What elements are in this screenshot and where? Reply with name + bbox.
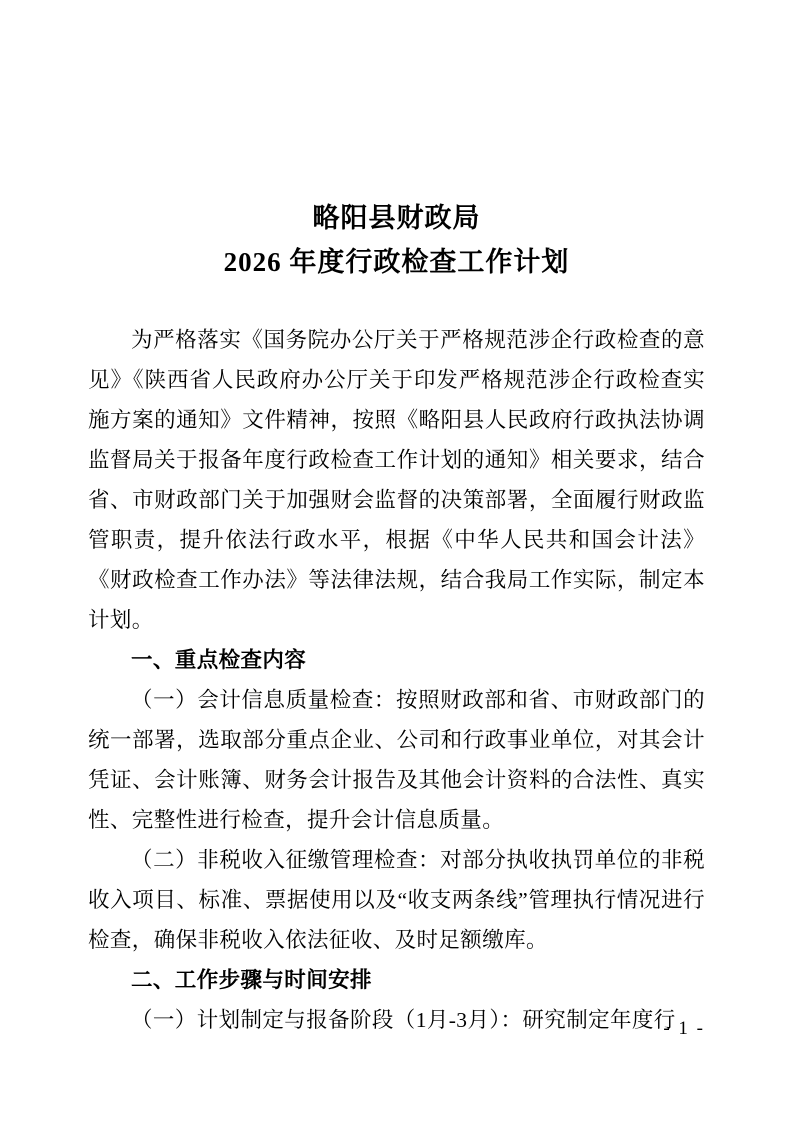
document-content [88, 0, 705, 1040]
section-heading-2: 二、工作步骤与时间安排 [131, 968, 372, 992]
document-title-line-1: 略阳县财政局 [312, 203, 481, 233]
paragraph-intro: 为严格落实《国务院办公厅关于严格规范涉企行政检查的意见》《陕西省人民政府办公厅关于印发严格规范涉企行政检查实施方案的通知》文件精神，按照《略阳县人民政府行政执法协调监督局关于报备年度行政检查工作计划的通知》相关要求，结合省、市财政部门关于加强财会监督的决策部署，全面履行财政监管职责，提升依法行政水平，根据《中华人民共和国会计法》《财政检查工作办法》等法律法规，结合我局工作实际，制定本计划。 [88, 328, 705, 632]
document-title-line-2: 2026 年度行政检查工作计划 [223, 247, 570, 277]
page-number: - 1 - [663, 1018, 705, 1039]
paragraph-item-1-1: （一）会计信息质量检查：按照财政部和省、市财政部门的统一部署，选取部分重点企业、公司和行政事业单位，对其会计凭证、会计账簿、财务会计报告及其他会计资料的合法性、真实性、完整性进行检查，提升会计信息质量。 [88, 688, 705, 832]
section-heading-1: 一、重点检查内容 [131, 648, 307, 672]
paragraph-item-1-2: （二）非税收入征缴管理检查：对部分执收执罚单位的非税收入项目、标准、票据使用以及“收支两条线”管理执行情况进行检查，确保非税收入依法征收、及时足额缴库。 [88, 848, 705, 952]
document-body [88, 320, 705, 1040]
paragraph-item-2-1: （一）计划制定与报备阶段（1月-3月）：研究制定年度行 [131, 1008, 676, 1032]
